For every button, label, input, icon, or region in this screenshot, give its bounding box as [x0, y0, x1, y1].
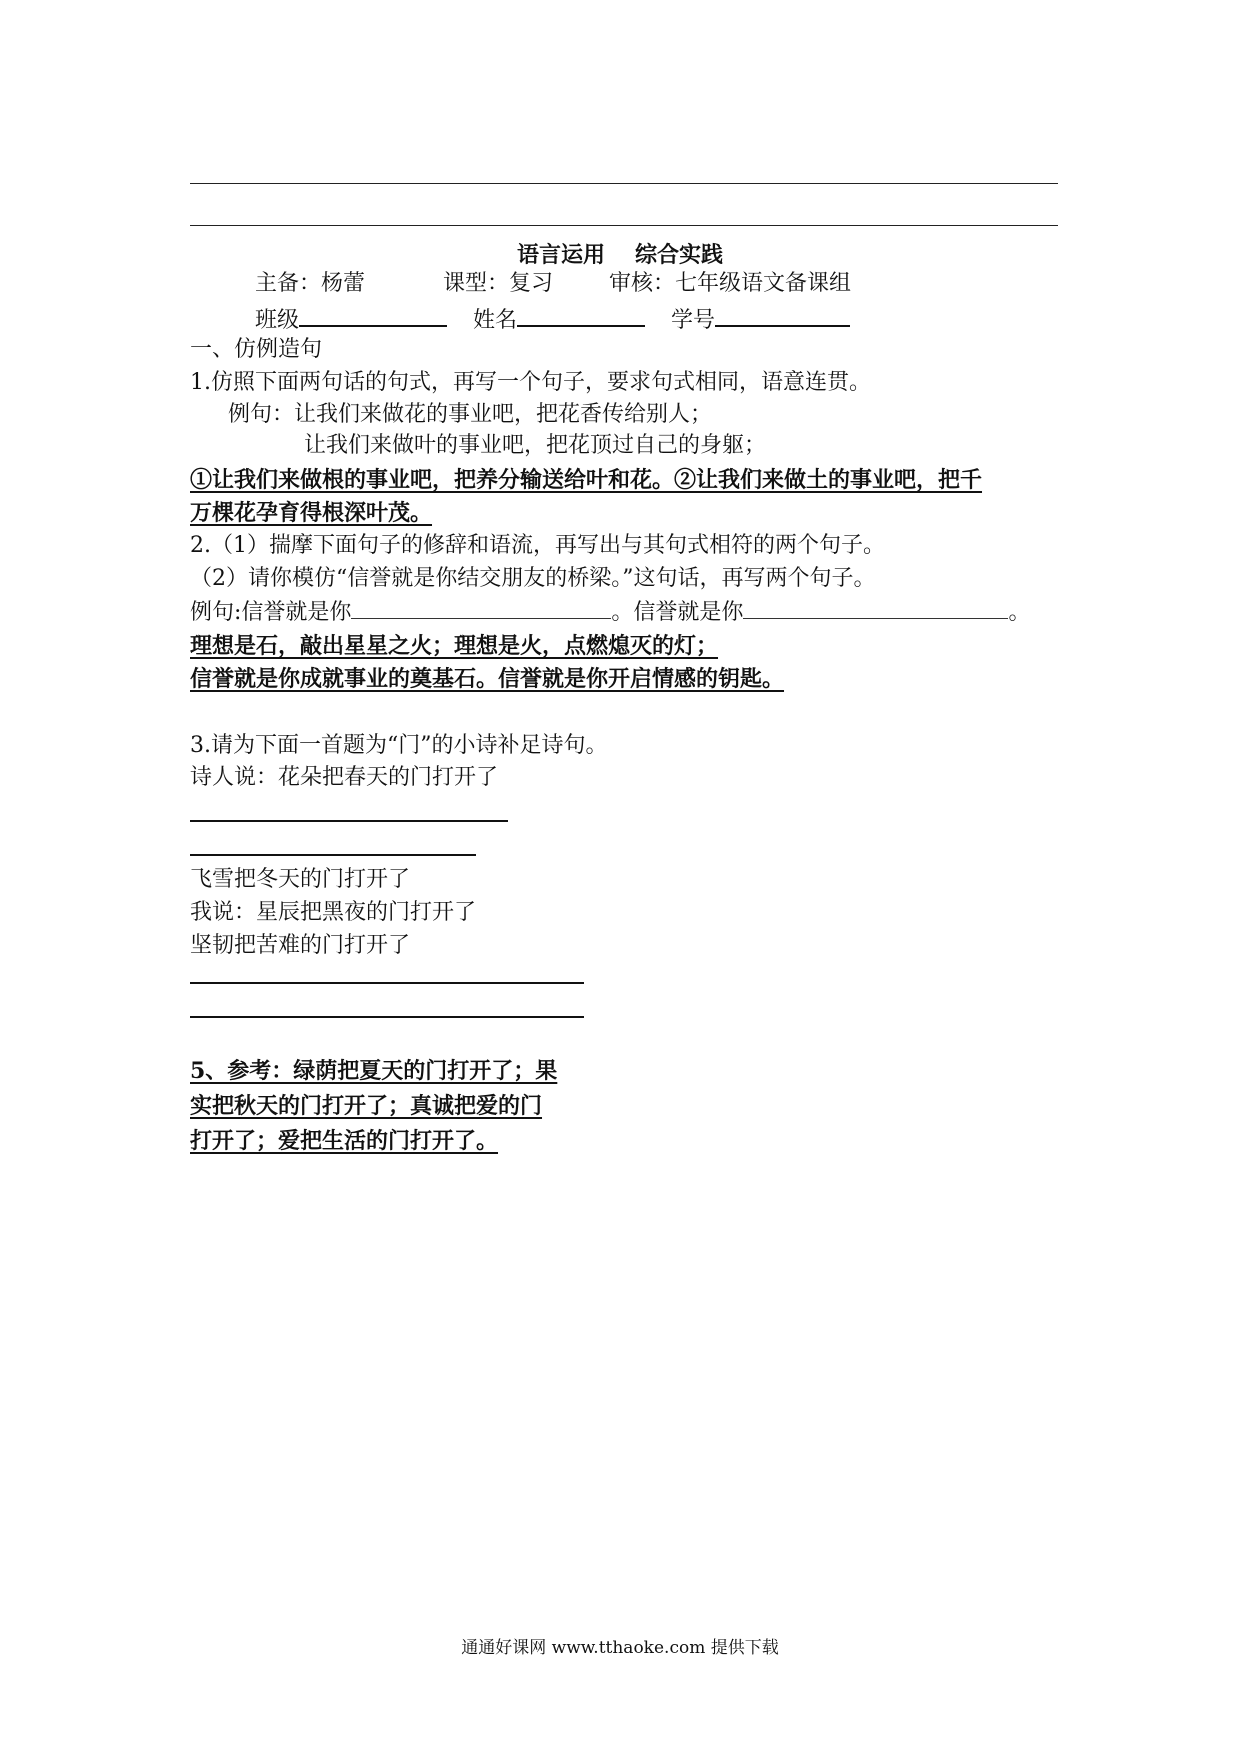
q2-example-middle: 。信誉就是你: [611, 600, 744, 625]
reference-line-2: 实把秋天的门打开了；真诚把爱的门: [190, 1093, 543, 1119]
q1-answer-line-2: 万棵花孕育得根深叶茂。: [190, 500, 433, 526]
lesson-type-text: 课型：复习: [443, 271, 554, 296]
number-label: 学号: [671, 308, 716, 333]
reference-line-3: 打开了；爱把生活的门打开了。: [190, 1128, 499, 1154]
title-part-a: 语言运用: [516, 242, 605, 268]
section-heading: 一、仿例造句: [190, 337, 323, 362]
class-field[interactable]: [299, 303, 447, 327]
poem-answer-line-2[interactable]: [190, 854, 476, 856]
class-label: 班级: [255, 308, 300, 333]
footer-text: 通通好课网 www.tthaoke.com 提供下载: [461, 1638, 779, 1658]
reference-line-1: 5、参考：绿荫把夏天的门打开了；果: [190, 1058, 558, 1084]
poem-line-1: 诗人说：花朵把春天的门打开了: [190, 765, 499, 790]
q1-prompt: 1.仿照下面两句话的句式，再写一个句子，要求句式相同，语意连贯。: [190, 370, 871, 395]
title-part-b: 综合实践: [635, 242, 724, 268]
q2-answer-1: 理想是石，敲出星星之火；理想是火，点燃熄灭的灯；: [190, 633, 719, 659]
q2-blank-1[interactable]: [351, 598, 611, 619]
q2-prompt-2: （2）请你模仿“信誉就是你结交朋友的桥梁。”这句话，再写两个句子。: [190, 566, 876, 591]
student-info-line: [255, 303, 850, 335]
number-field[interactable]: [715, 303, 850, 327]
q3-prompt: 3.请为下面一首题为“门”的小诗补足诗句。: [190, 733, 608, 758]
meta-line: [255, 270, 851, 298]
q2-example: [190, 598, 1030, 627]
poem-answer-line-3[interactable]: [190, 982, 584, 984]
name-field[interactable]: [517, 303, 645, 327]
q2-example-end: 。: [1008, 600, 1031, 625]
author-text: 主备：杨蕾: [255, 271, 366, 296]
page-title: [0, 238, 1240, 269]
q1-example-1: 例句：让我们来做花的事业吧，把花香传给别人；: [228, 402, 713, 427]
poem-answer-line-4[interactable]: [190, 1016, 584, 1018]
q1-example-2: 让我们来做叶的事业吧，把花顶过自己的身躯；: [304, 433, 767, 458]
q2-answer-2: 信誉就是你成就事业的奠基石。信誉就是你开启情感的钥匙。: [190, 666, 785, 692]
q1-answer-line-1: ①让我们来做根的事业吧，把养分输送给叶和花。②让我们来做土的事业吧，把千: [190, 467, 983, 493]
name-label: 姓名: [473, 308, 518, 333]
reviewer-text: 审核：七年级语文备课组: [609, 271, 852, 296]
poem-line-3: 我说：星辰把黑夜的门打开了: [190, 900, 477, 925]
q2-prompt-1: 2.（1）揣摩下面句子的修辞和语流，再写出与其句式相符的两个句子。: [190, 533, 885, 558]
q2-example-start: 例句:信誉就是你: [190, 600, 352, 625]
poem-line-2: 飞雪把冬天的门打开了: [190, 867, 411, 892]
top-rule-1: [190, 183, 1058, 184]
top-rule-2: [190, 225, 1058, 226]
poem-answer-line-1[interactable]: [190, 820, 508, 822]
poem-line-4: 坚韧把苦难的门打开了: [190, 933, 411, 958]
q2-blank-2[interactable]: [743, 598, 1008, 619]
